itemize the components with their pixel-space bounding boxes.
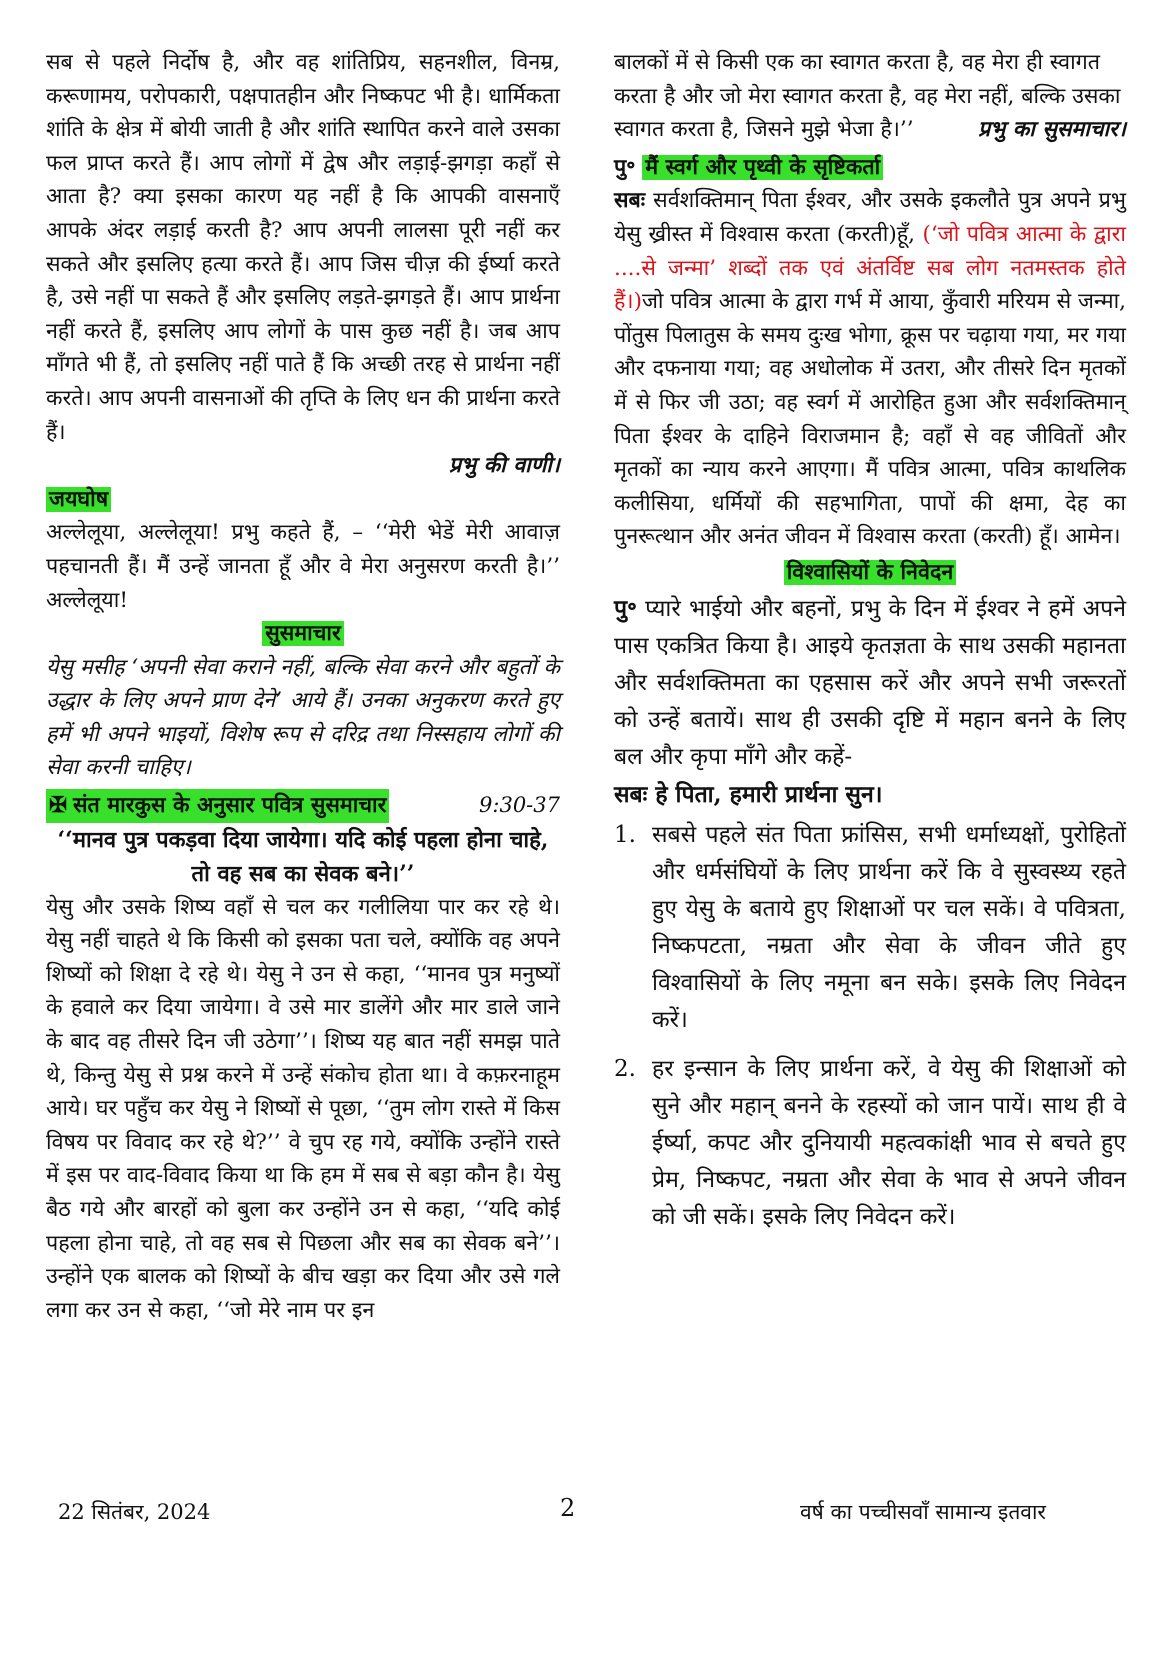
gospel-reading-continued: बालकों में से किसी एक का स्वागत करता है, वह मेरा ही स्वागत करता है और जो मेरा स्वागत करता है, वह मेरा नहीं, बल्कि उसका स्वागत करता है, जिसने मुझे भेजा है।’’ [614, 50, 1121, 143]
prayers-prefix: पु॰ [614, 594, 637, 622]
gospel-signature: प्रभु का सुसमाचार। [977, 117, 1126, 143]
gospel-reference: 9:30-37 [479, 793, 560, 818]
cross-icon: ✠ [49, 793, 68, 819]
gospel-reading-header [46, 789, 560, 823]
creed-heading: मैं स्वर्ग और पृथ्वी के सृष्टिकर्ता [642, 155, 883, 180]
creed-all-label: सबः [614, 188, 646, 214]
gospel-heading: सुसमाचार [262, 621, 344, 646]
first-reading-text: सब से पहले निर्दोष है, और वह शांतिप्रिय, सहनशील, विनम्र, करूणामय, परोपकारी, पक्षपातहीन और निष्कपट भी है। धार्मिकता शांति के क्षेत्र में बोयी जाती है और शांति स्थापित करने वाले उसका फल प्राप्त करते हैं। आप लोगों में द्वेष और लड़ाई-झगड़ा कहाँ से आता है? क्या इसका कारण यह नहीं है कि आपकी वासनाएँ आपके अंदर लड़ाई करती है? आप अपनी लालसा पूरी नहीं कर सकते और इसलिए हत्या करते हैं। आप जिस चीज़ की ईर्ष्या करते है, उसे नहीं पा सकते हैं और इसलिए लड़ते-झगड़ते हैं। आप प्रार्थना नहीं करते हैं, इसलिए आप लोगों के पास कुछ नहीं है। जब आप माँगते भी हैं, तो इसलिए नहीं पाते हैं कि अच्छी तरह से प्रार्थना नहीं करते। आप अपनी वासनाओं की तृप्ति के लिए धन की प्रार्थना करते हैं। [46, 50, 560, 445]
gospel-quote: ‘‘मानव पुत्र पकड़वा दिया जायेगा। यदि कोई पहला होना चाहे, तो वह सब का सेवक बने।’’ [57, 826, 549, 887]
left-column [46, 46, 560, 1327]
acclamation-heading: जयघोष [46, 487, 111, 512]
creed-text-part2: जो पवित्र आत्मा के द्वारा गर्भ में आया, कुँवारी मरियम से जन्मा, पोंतुस पिलातुस के समय दुःख भोगा, क्रूस पर चढ़ाया गया, मर गया और दफनाया गया; वह अधोलोक में उतरा, और तीसरे दिन मृतकों में से फिर जी उठा; वह स्वर्ग में आरोहित हुआ और सर्वशक्तिमान् पिता ईश्वर के दाहिने विराजमान है; वहाँ से वह जीवितों और मृतकों का न्याय करने आएगा। मैं पवित्र आत्मा, पवित्र काथलिक कलीसिया, धर्मियों की सहभागिता, पापों की क्षमा, देह का पुनरूत्थान और अनंत जीवन में विश्वास करता (करती) हूँ। आमेन। [614, 289, 1126, 550]
creed-text-part1: सर्वशक्तिमान् पिता ईश्वर, और उसके इकलौते पुत्र अपने प्रभु येसु ख्रीस्त में विश्वास करता (करती)हूँ, [614, 188, 1126, 247]
prayers-intro: पु॰ प्यारे भाईयो और बहनों, प्रभु के दिन में ईश्वर ने हमें अपने पास एकत्रित किया है। आइये कृतज्ञता के साथ उसकी महानता और सर्वशक्तिमता का एहसास करें और अपने सभी जरूरतों को उन्हें बतायें। साथ ही उसकी दृष्टि में महान बनने के लिए बल और कृपा माँगे और कहें- [614, 594, 1126, 770]
creed-prefix: पु॰ [614, 154, 636, 180]
gospel-reading-title: संत मारकुस के अनुसार पवित्र सुसमाचार [73, 793, 387, 819]
gospel-reading-text: येसु और उसके शिष्य वहाँ से चल कर गलीलिया पार कर रहे थे। येसु नहीं चाहते थे कि किसी को इसका पता चले, क्योंकि वह अपने शिष्यों को शिक्षा दे रहे थे। येसु ने उन से कहा, ‘‘मानव पुत्र मनुष्यों के हवाले कर दिया जायेगा। वे उसे मार डालेंगे और मार डाले जाने के बाद वह तीसरे दिन जी उठेगा’’। शिष्य यह बात नहीं समझ पाते थे, किन्तु येसु से प्रश्न करने में उन्हें संकोच होता था। वे कफ़रनाहूम आये। घर पहुँच कर येसु ने शिष्यों से पूछा, ‘‘तुम लोग रास्ते में किस विषय पर विवाद कर रहे थे?’’ वे चुप रह गये, क्योंकि उन्होंने रास्ते में इस पर वाद-विवाद किया था कि हम में सब से बड़ा कौन है। येसु बैठ गये और बारहों को बुला कर उन्होंने उन से कहा, ‘‘यदि कोई पहला होना चाहे, तो वह सब से पिछला और सब का सेवक बने’’। उन्होंने एक बालक को शिष्यों के बीच खड़ा कर दिया और उसे गले लगा कर उन से कहा, ‘‘जो मेरे नाम पर इन [46, 894, 560, 1323]
list-item: 2. हर इन्सान के लिए प्रार्थना करें, वे येसु की शिक्षाओं को सुने और महान् बनने के रहस्यों को जान पायें। साथ ही वे ईर्ष्या, कपट और दुनियायी महत्वकांक्षी भाव से बचते हुए प्रेम, निष्कपट, नम्रता और सेवा के भाव से अपने जीवन को जी सकें। इसके लिए निवेदन करें। [614, 1055, 1126, 1230]
footer-occasion: वर्ष का पच्चीसवाँ सामान्य इतवार [799, 1500, 1046, 1524]
list-item: 1. सबसे पहले संत पिता फ्रांसिस, सभी धर्माध्यक्षों, पुरोहितों और धर्मसंघियों के लिए प्रार्थना करें कि वे सुस्वस्थ्य रहते हुए येसु के बताये हुए शिक्षाओं पर चल सकें। वे पवित्रता, निष्कपटता, नम्रता और सेवा के जीवन जीते हुए विश्वासियों के लिए नमूना बन सके। इसके लिए निवेदन करें। [614, 821, 1126, 1033]
page-number: 2 [560, 1494, 576, 1522]
gospel-intro: येसु मसीह ‘अपनी सेवा कराने नहीं, बल्कि सेवा करने और बहुतों के उद्धार के लिए अपने प्राण देने’ आये हैं। उनका अनुकरण करते हुए हमें भी अपने भाइयों, विशेष रूप से दरिद्र तथा निस्सहाय लोगों की सेवा करनी चाहिए। [46, 654, 560, 781]
footer-date: 22 सितंबर, 2024 [58, 1500, 211, 1524]
creed-rubric: (‘जो पवित्र आत्मा के द्वारा ....से जन्मा’ शब्दों तक एवं अंतर्विष्ट सब लोग नतमस्तक होते हैं।) [614, 221, 1126, 315]
acclamation-text: अल्लेलूया, अल्लेलूया! प्रभु कहते हैं, – ‘‘मेरी भेडें मेरी आवाज़ पहचानती हैं। मैं उन्हें जानता हूँ और वे मेरा अनुसरण करती है।’’ अल्लेलूया! [46, 520, 560, 613]
creed-text [614, 184, 1126, 554]
prayers-response: सबः हे पिता, हमारी प्रार्थना सुन। [614, 780, 883, 808]
prayers-heading: विश्वासियों के निवेदन [784, 560, 957, 585]
petitions-list [614, 817, 1126, 1236]
right-column [614, 46, 1126, 1248]
reading-signature: प्रभु की वाणी। [448, 453, 560, 479]
